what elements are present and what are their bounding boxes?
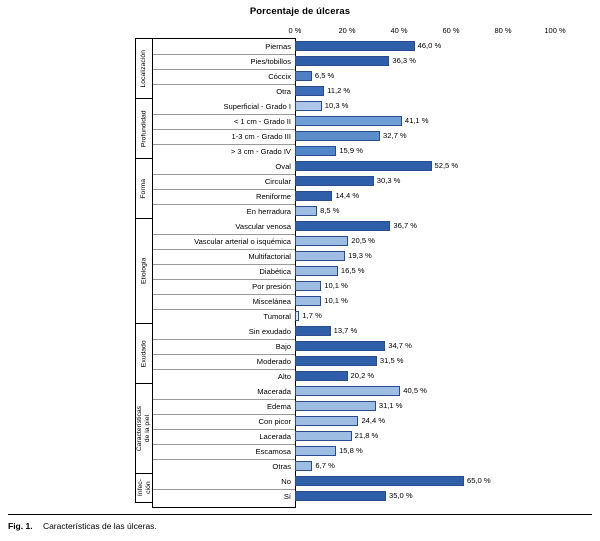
category-label: Macerada bbox=[257, 387, 291, 396]
category-label-column bbox=[152, 38, 295, 508]
bar-value-label: 36,7 % bbox=[393, 221, 418, 230]
category-label: Sin exudado bbox=[248, 327, 291, 336]
group-label: Profundidad bbox=[140, 110, 148, 147]
category-label: En herradura bbox=[246, 207, 291, 216]
bar-value-label: 16,5 % bbox=[340, 266, 365, 275]
group-label-column bbox=[135, 38, 152, 508]
group-label-cell bbox=[135, 218, 152, 323]
bar-value-label: 41,1 % bbox=[404, 116, 429, 125]
bar bbox=[295, 221, 390, 231]
category-label: Edema bbox=[266, 402, 291, 411]
category-label: Superficial - Grado I bbox=[223, 102, 291, 111]
bar bbox=[295, 431, 352, 441]
group-label: Forma bbox=[140, 178, 148, 199]
bar bbox=[295, 296, 321, 306]
bar bbox=[295, 236, 348, 246]
x-axis-tick-100: 100 % bbox=[544, 26, 566, 35]
bar bbox=[295, 101, 322, 111]
bar bbox=[295, 131, 380, 141]
bar-value-label: 10,1 % bbox=[324, 296, 348, 305]
x-axis-tick-80: 80 % bbox=[494, 26, 512, 35]
bar-value-label: 36,3 % bbox=[392, 56, 417, 65]
row-divider bbox=[153, 84, 295, 85]
category-label: Con picor bbox=[258, 417, 291, 426]
figure-caption bbox=[8, 521, 157, 531]
bar bbox=[295, 326, 331, 336]
caption-label: Fig. 1. bbox=[8, 521, 33, 531]
bar bbox=[295, 371, 348, 381]
bar-value-label: 24,4 % bbox=[361, 416, 386, 425]
category-label: Circular bbox=[264, 177, 291, 186]
bar bbox=[295, 341, 385, 351]
category-label: Bajo bbox=[275, 342, 291, 351]
category-label: Sí bbox=[283, 492, 291, 501]
bar bbox=[295, 161, 432, 171]
x-axis-tick-labels bbox=[135, 26, 566, 38]
group-label-cell bbox=[135, 38, 152, 98]
group-label: Localización bbox=[140, 49, 148, 88]
bar bbox=[295, 56, 389, 66]
category-label: Moderado bbox=[256, 357, 291, 366]
bar-value-label: 13,7 % bbox=[333, 326, 358, 335]
category-label: Diabética bbox=[259, 267, 291, 276]
bar-value-label: 40,5 % bbox=[403, 386, 427, 395]
group-label: Etiología bbox=[140, 257, 148, 285]
category-label: Lacerada bbox=[259, 432, 291, 441]
bar-value-label: 6,5 % bbox=[314, 71, 335, 80]
category-label: Vascular arterial o isquémica bbox=[194, 237, 291, 246]
bar-value-label: 11,2 % bbox=[327, 86, 351, 95]
bar-value-label: 20,2 % bbox=[350, 371, 375, 380]
bar bbox=[295, 446, 336, 456]
category-label: Por presión bbox=[252, 282, 291, 291]
bar-value-label: 65,0 % bbox=[467, 476, 491, 485]
bar-value-label: 30,3 % bbox=[376, 176, 401, 185]
group-label-cell bbox=[135, 98, 152, 158]
bar bbox=[295, 71, 312, 81]
row-divider bbox=[153, 489, 295, 490]
group-label-cell bbox=[135, 323, 152, 383]
category-label: Pies/tobillos bbox=[250, 57, 291, 66]
row-divider bbox=[153, 369, 295, 370]
bar-value-label: 31,5 % bbox=[379, 356, 404, 365]
bar-value-label: 32,7 % bbox=[383, 131, 407, 140]
bar bbox=[295, 176, 374, 186]
bar-value-label: 35,0 % bbox=[389, 491, 413, 500]
category-label: 1-3 cm - Grado III bbox=[231, 132, 291, 141]
caption-divider bbox=[8, 514, 592, 515]
group-label-cell bbox=[135, 473, 152, 503]
category-label: Otra bbox=[276, 87, 291, 96]
bar bbox=[295, 416, 358, 426]
category-label: > 3 cm - Grado IV bbox=[230, 147, 291, 156]
group-label: Características de la piel bbox=[136, 405, 152, 452]
bar bbox=[295, 281, 321, 291]
bar-value-label: 6,7 % bbox=[315, 461, 335, 470]
bar-value-label: 14,4 % bbox=[335, 191, 360, 200]
bar bbox=[295, 86, 324, 96]
category-label: Miscelánea bbox=[252, 297, 291, 306]
category-label: Escamosa bbox=[255, 447, 291, 456]
bar-value-label: 31,1 % bbox=[378, 401, 403, 410]
bars-area bbox=[295, 38, 555, 508]
category-label: Piernas bbox=[265, 42, 291, 51]
bar-value-label: 21,8 % bbox=[354, 431, 379, 440]
bar-value-label: 15,8 % bbox=[339, 446, 363, 455]
x-axis-tick-40: 40 % bbox=[390, 26, 408, 35]
bar bbox=[295, 476, 464, 486]
bar bbox=[295, 401, 376, 411]
bar bbox=[295, 386, 400, 396]
category-label: Alto bbox=[277, 372, 291, 381]
bar-value-label: 15,9 % bbox=[339, 146, 363, 155]
category-label: < 1 cm - Grado II bbox=[233, 117, 291, 126]
bar-value-label: 34,7 % bbox=[388, 341, 412, 350]
bar bbox=[295, 491, 386, 501]
bar bbox=[295, 311, 299, 321]
group-label-cell bbox=[135, 383, 152, 473]
category-label: Vascular venosa bbox=[235, 222, 291, 231]
bar-value-label: 8,5 % bbox=[320, 206, 340, 215]
bar bbox=[295, 206, 317, 216]
bar-value-label: 52,5 % bbox=[434, 161, 459, 170]
bar-value-label: 1,7 % bbox=[302, 311, 322, 320]
bar-value-label: 46,0 % bbox=[417, 41, 442, 50]
bar-value-label: 20,5 % bbox=[351, 236, 375, 245]
group-label: Exudado bbox=[140, 340, 148, 367]
bar bbox=[295, 191, 332, 201]
x-axis-tick-60: 60 % bbox=[442, 26, 460, 35]
chart-title: Porcentaje de úlceras bbox=[249, 6, 351, 17]
category-label: No bbox=[281, 477, 291, 486]
bar bbox=[295, 266, 338, 276]
bar-value-label: 19,3 % bbox=[348, 251, 372, 260]
category-label: Oval bbox=[275, 162, 291, 171]
category-label: Reniforme bbox=[255, 192, 291, 201]
bar-value-label: 10,3 % bbox=[324, 101, 349, 110]
group-label: Infec- ción bbox=[136, 479, 151, 497]
category-label: Cóccix bbox=[268, 72, 291, 81]
bar bbox=[295, 461, 312, 471]
category-label: Tumoral bbox=[263, 312, 291, 321]
bar bbox=[295, 251, 345, 261]
row-divider bbox=[153, 339, 295, 340]
bar-value-label: 10,1 % bbox=[324, 281, 348, 290]
x-axis-tick-20: 20 % bbox=[338, 26, 356, 35]
caption-text: Características de las úlceras. bbox=[42, 521, 157, 531]
bar bbox=[295, 146, 336, 156]
bar bbox=[295, 116, 402, 126]
bar bbox=[295, 41, 415, 51]
category-label: Otras bbox=[272, 462, 291, 471]
group-label-cell bbox=[135, 158, 152, 218]
bar bbox=[295, 356, 377, 366]
category-label: Multifactorial bbox=[248, 252, 291, 261]
x-axis-tick-0: 0 % bbox=[288, 26, 302, 35]
